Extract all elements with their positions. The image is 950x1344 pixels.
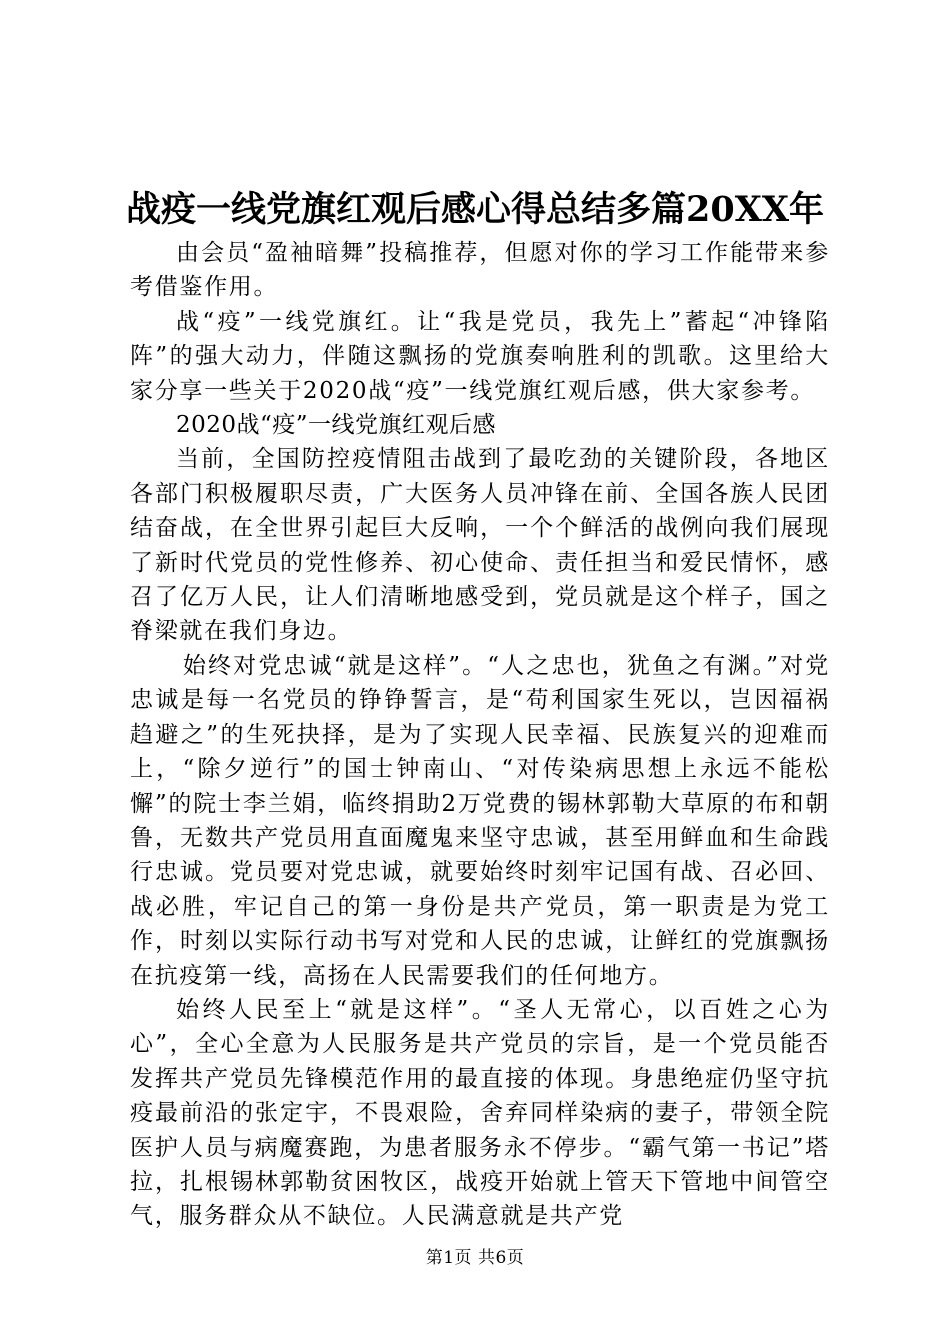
summary-paragraph: 战“疫”一线党旗红。让“我是党员，我先上”蓄起“冲锋陷阵”的强大动力，伴随这飘扬的党旗奏响胜利的凯歌。这里给大家分享一些关于2020战“疫”一线党旗红观后感，供大家参考。: [130, 308, 830, 404]
section-heading: 2020战“疫”一线党旗红观后感: [176, 412, 497, 439]
intro-paragraph: 由会员“盈袖暗舞”投稿推荐，但愿对你的学习工作能带来参考借鉴作用。: [130, 240, 830, 301]
page-number-indicator: 第1页 共6页: [425, 1248, 525, 1268]
body-paragraph-2: 始终对党忠诚“就是这样”。“人之忠也，犹鱼之有渊。”对党忠诚是每一名党员的铮铮誓言，是“苟利国家生死以，岂因福祸趋避之”的生死抉择，是为了实现人民幸福、民族复兴的迎难而上，“除夕逆行”的国士钟南山、“对传染病思想上永远不能松懈”的院士李兰娟，临终捐助2万党费的锡林郭勒大草原的布和朝鲁，无数共产党员用直面魔鬼来坚守忠诚，甚至用鲜血和生命践行忠诚。党员要对党忠诚，就要始终时刻牢记国有战、召必回、战必胜，牢记自己的第一身份是共产党员，第一职责是为党工作，时刻以实际行动书写对党和人民的忠诚，让鲜红的党旗飘扬在抗疫第一线，高扬在人民需要我们的任何地方。: [130, 652, 830, 989]
document-body: [130, 236, 830, 1234]
document-title: 战疫一线党旗红观后感心得总结多篇20XX年: [125, 189, 825, 230]
body-paragraph-1: 当前，全国防控疫情阻击战到了最吃劲的关键阶段，各地区各部门积极履职尽责，广大医务人员冲锋在前、全国各族人民团结奋战，在全世界引起巨大反响，一个个鲜活的战例向我们展现了新时代党员的党性修养、初心使命、责任担当和爱民情怀，感召了亿万人民，让人们清晰地感受到，党员就是这个样子，国之脊梁就在我们身边。: [130, 446, 830, 645]
body-paragraph-3: 始终人民至上“就是这样”。“圣人无常心，以百姓之心为心”，全心全意为人民服务是共产党员的宗旨，是一个党员能否发挥共产党员先锋模范作用的最直接的体现。身患绝症仍坚守抗疫最前沿的张定宇，不畏艰险，舍弃同样染病的妻子，带领全院医护人员与病魔赛跑，为患者服务永不停步。“霸气第一书记”塔拉，扎根锡林郭勒贫困牧区，战疫开始就上管天下管地中间管空气，服务群众从不缺位。人民满意就是共产党: [130, 996, 830, 1230]
